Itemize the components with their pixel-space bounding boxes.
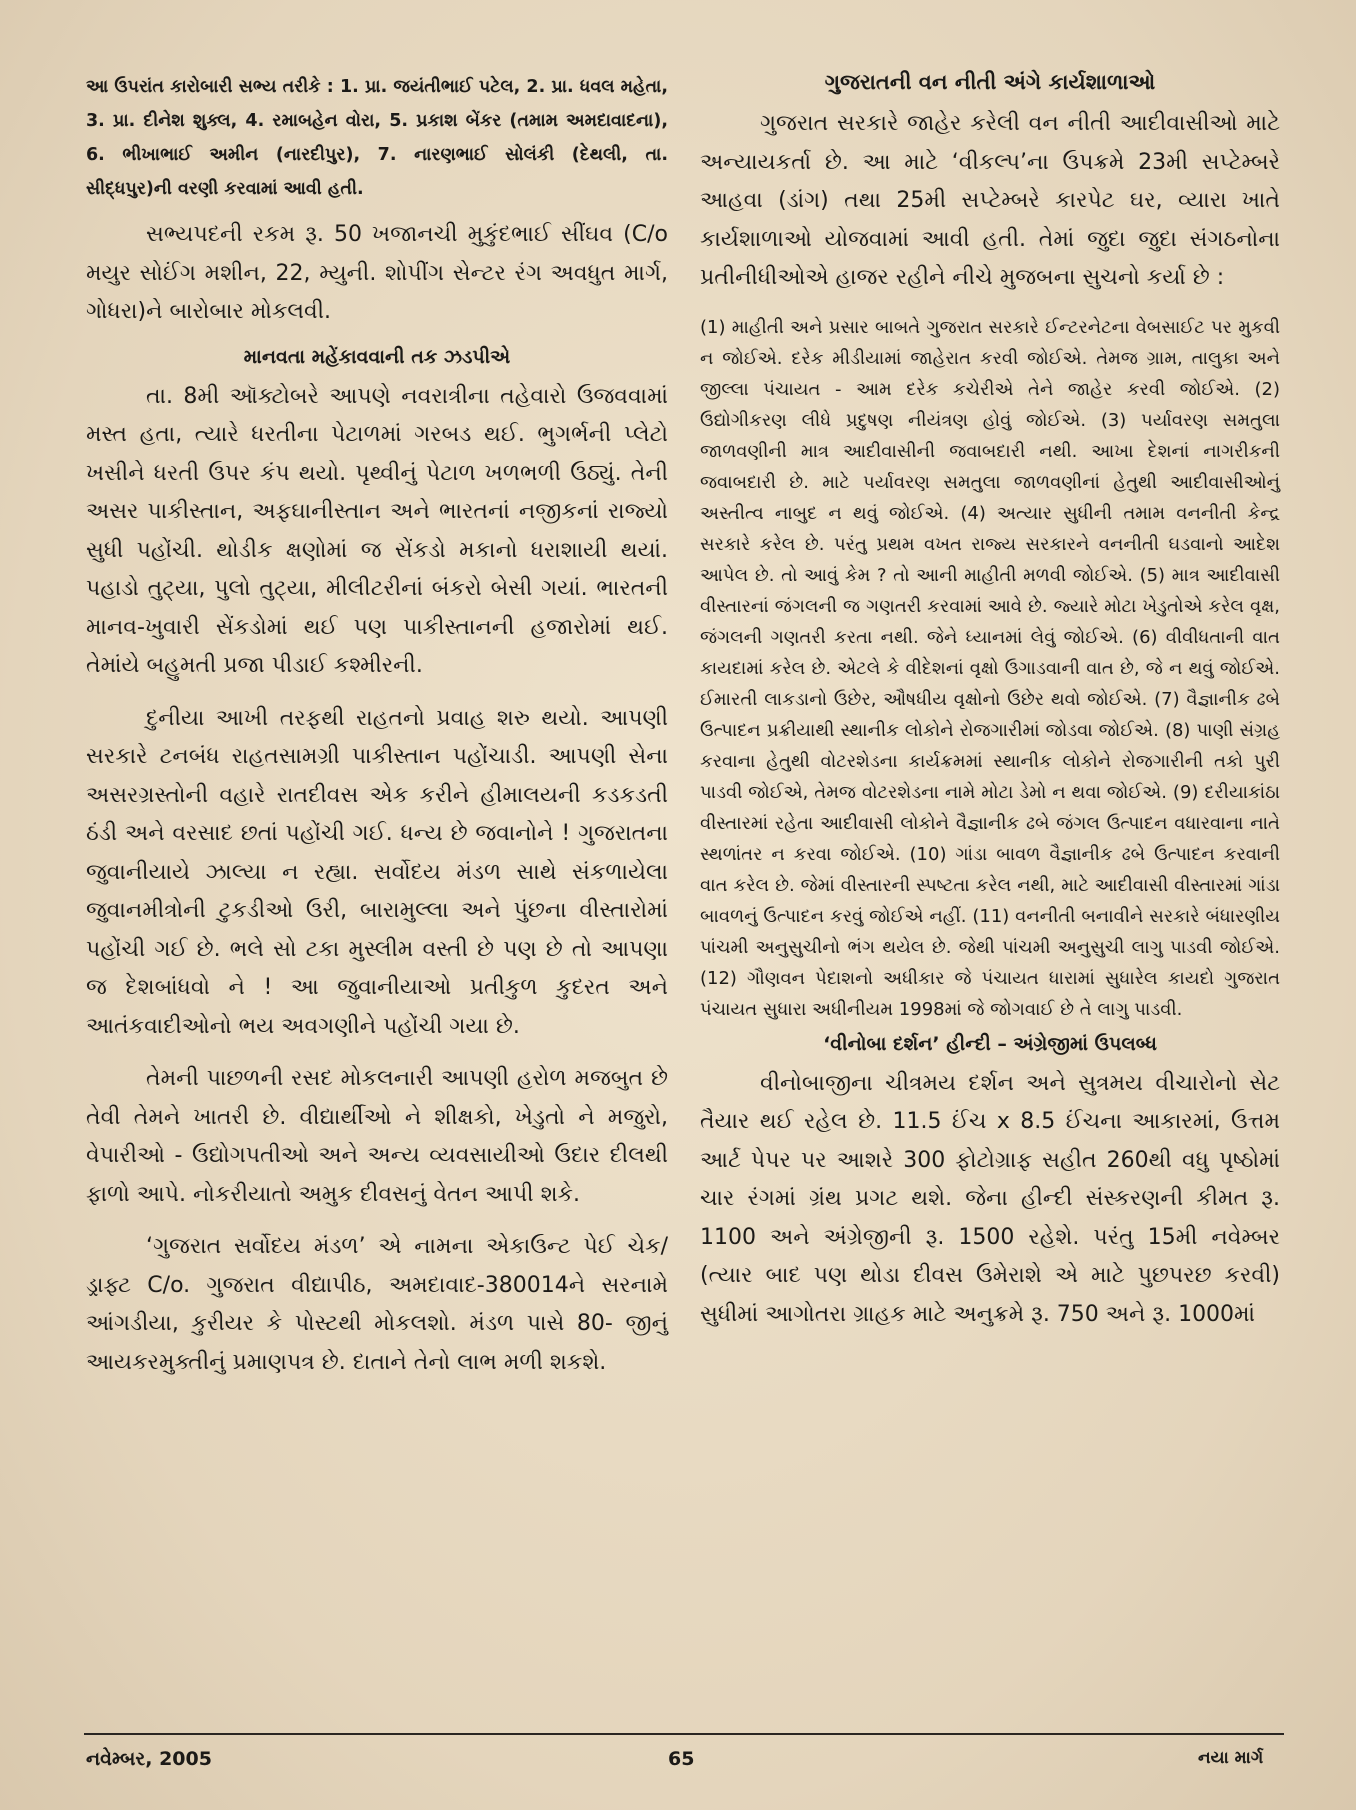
membership-fee-paragraph: સભ્યપદની રકમ રૂ. 50 ખજાનચી મુકુંદભાઈ સીંઘવ (C/o મયુર સોઈંગ મશીન, 22, મ્યુની. શોપીંગ સેન્ટર રંગ અવધુત માર્ગ, ગોધરા)ને બારોબાર મોકલવી.: [86, 222, 668, 324]
cheque-address-paragraph: ‘ગુજરાત સર્વોદય મંડળ’ એ નામના એકાઉન્ટ પેઈ ચેક/ડ્રાફ્ટ C/o. ગુજરાત વીદ્યાપીઠ, અમદાવાદ-380014ને સરનામે આંગડીયા, કુરીયર કે પોસ્ટથી મોકલશો. મંડળ પાસે 80- જીનું આયકરમુક્તીનું પ્રમાણપત્ર છે. દાતાને તેનો લાભ મળી શકશે.: [86, 1234, 668, 1375]
publication-name: નયા માર્ગ: [1198, 1748, 1264, 1768]
forest-policy-intro: ગુજરાત સરકારે જાહેર કરેલી વન નીતી આદીવાસીઓ માટે અન્યાયકર્તા છે. આ માટે ‘વીકલ્પ’ના ઉપક્રમે 23મી સપ્ટેમ્બરે આહવા (ડાંગ) તથા 25મી સપ્ટેમ્બરે કારપેટ ઘર, વ્યારા ખાતે કાર્યશાળાઓ યોજવામાં આવી હતી. તેમાં જુદા જુદા સંગઠનોના પ્રતીનીધીઓએ હાજર રહીને નીચે મુજબના સુચનો કર્યા છે :: [700, 111, 1280, 290]
committee-members-paragraph: આ ઉપરાંત કારોબારી સભ્ય તરીકે : 1. પ્રા. જયંતીભાઈ પટેલ, 2. પ્રા. ધવલ મહેતા, 3. પ્રા. દીનેશ શુક્લ, 4. રમાબહેન વોરા, 5. પ્રકાશ બેંકર (તમામ અમદાવાદના), 6. ભીખાભાઈ અમીન (નારદીપુર), 7. નારણભાઈ સોલંકી (દેથલી, તા. સીદ્ધપુર)ની વરણી કરવામાં આવી હતી.: [86, 77, 668, 199]
footer-divider: [84, 1733, 1284, 1735]
section-heading-vinoba-darshan: ‘વીનોબા દર્શન’ હીન્દી – અંગ્રેજીમાં ઉપલબ્ધ: [823, 1032, 1157, 1055]
right-column: [700, 70, 1280, 1348]
footer-issue-date: નવેમ્બર, 2005: [86, 1748, 212, 1770]
vinoba-darshan-paragraph: વીનોબાજીના ચીત્રમય દર્શન અને સુત્રમય વીચારોનો સેટ તૈયાર થઈ રહેલ છે. 11.5 ઈંચ x 8.5 ઈંચના આકારમાં, ઉત્તમ આર્ટ પેપર પર આશરે 300 ફોટોગ્રાફ સહીત 260થી વધુ પૃષ્ઠોમાં ચાર રંગમાં ગ્રંથ પ્રગટ થશે. જેના હીન્દી સંસ્કરણની કીમત રૂ. 1100 અને અંગ્રેજીની રૂ. 1500 રહેશે. પરંતુ 15મી નવેમ્બર (ત્યાર બાદ પણ થોડા દીવસ ઉમેરાશે એ માટે પુછપરછ કરવી) સુધીમાં આગોતરા ગ્રાહક માટે અનુક્રમે રૂ. 750 અને રૂ. 1000માં: [700, 1070, 1280, 1327]
section-heading-humanity: માનવતા મહેંકાવવાની તક ઝડપીએ: [243, 345, 511, 368]
donation-appeal-paragraph: તેમની પાછળની રસદ મોકલનારી આપણી હરોળ મજબુત છે તેવી તેમને ખાતરી છે. વીદ્યાર્થીઓ ને શીક્ષકો, ખેડુતો ને મજુરો, વેપારીઓ - ઉદ્યોગપતીઓ અને અન્ય વ્યવસાયીઓ ઉદાર દીલથી ફાળો આપે. નોકરીયાતો અમુક દીવસનું વેતન આપી શકે.: [86, 1066, 668, 1207]
forest-policy-suggestions: (1) માહીતી અને પ્રસાર બાબતે ગુજરાત સરકારે ઈન્ટરનેટના વેબસાઈટ પર મુકવી ન જોઈએ. દરેક મીડીયામાં જાહેરાત કરવી જોઈએ. તેમજ ગ્રામ, તાલુકા અને જીલ્લા પંચાયત - આમ દરેક કચેરીએ તેને જાહેર કરવી જોઈએ. (2) ઉદ્યોગીકરણ લીધે પ્રદુષણ નીયંત્રણ હોવું જોઈએ. (3) પર્યાવરણ સમતુલા જાળવણીની માત્ર આદીવાસીની જવાબદારી નથી. આખા દેશનાં નાગરીકની જવાબદારી છે. માટે પર્યાવરણ સમતુલા જાળવણીનાં હેતુથી આદીવાસીઓનું અસ્તીત્વ નાબુદ ન થવું જોઈએ. (4) અત્યાર સુધીની તમામ વનનીતી કેન્દ્ર સરકારે કરેલ છે. પરંતુ પ્રથમ વખત રાજ્ય સરકારને વનનીતી ઘડવાનો આદેશ આપેલ છે. તો આવું કેમ ? તો આની માહીતી મળવી જોઈએ. (5) માત્ર આદીવાસી વીસ્તારનાં જંગલની જ ગણતરી કરવામાં આવે છે. જ્યારે મોટા ખેડુતોએ કરેલ વૃક્ષ, જંગલની ગણતરી કરતા નથી. જેને ધ્યાનમાં લેવું જોઈએ. (6) વીવીધતાની વાત કાયદામાં કરેલ છે. એટલે કે વીદેશનાં વૃક્ષો ઉગાડવાની વાત છે, જે ન થવું જોઈએ. ઈમારતી લાકડાનો ઉછેર, ઔષધીય વૃક્ષોનો ઉછેર થવો જોઈએ. (7) વૈજ્ઞાનીક ઢબે ઉત્પાદન પ્રક્રીયાથી સ્થાનીક લોકોને રોજગારીમાં જોડવા જોઈએ. (8) પાણી સંગ્રહ કરવાના હેતુથી વોટરશેડના કાર્યક્રમમાં સ્થાનીક લોકોને રોજગારીની તકો પુરી પાડવી જોઈએ, તેમજ વોટરશેડના નામે મોટા ડેમો ન થવા જોઈએ. (9) દરીયાકાંઠા વીસ્તારમાં રહેતા આદીવાસી લોકોને વૈજ્ઞાનીક ઢબે જંગલ ઉત્પાદન વધારવાના નાતે સ્થળાંતર ન કરવા જોઈએ. (10) ગાંડા બાવળ વૈજ્ઞાનીક ઢબે ઉત્પાદન કરવાની વાત કરેલ છે. જેમાં વીસ્તારની સ્પષ્ટતા કરેલ નથી, માટે આદીવાસી વીસ્તારમાં ગાંડા બાવળનું ઉત્પાદન કરવું જોઈએ નહીં. (11) વનનીતી બનાવીને સરકારે બંધારણીય પાંચમી અનુસુચીનો ભંગ થયેલ છે. જેથી પાંચમી અનુસુચી લાગુ પાડવી જોઈએ. (12) ગૌણવન પેદાશનો અધીકાર જે પંચાયત ધારામાં સુધારેલ કાયદો ગુજરાત પંચાયત સુધારા અધીનીયમ 1998માં જે જોગવાઈ છે તે લાગુ પાડવી.: [700, 316, 1280, 1020]
left-column: [86, 70, 668, 1396]
section-heading-forest-policy: ગુજરાતની વન નીતી અંગે કાર્યશાળાઓ: [824, 70, 1156, 94]
earthquake-paragraph: તા. 8મી ઑક્ટોબરે આપણે નવરાત્રીના તહેવારો ઉજવવામાં મસ્ત હતા, ત્યારે ધરતીના પેટાળમાં ગરબડ થઈ. ભુગર્ભની પ્લેટો ખસીને ધરતી ઉપર કંપ થયો. પૃથ્વીનું પેટાળ ખળભળી ઉઠ્યું. તેની અસર પાકીસ્તાન, અફઘાનીસ્તાન અને ભારતનાં નજીકનાં રાજ્યો સુધી પહોંચી. થોડીક ક્ષણોમાં જ સેંકડો મકાનો ધરાશાયી થયાં. પહાડો તુટ્યા, પુલો તુટ્યા, મીલીટરીનાં બંકરો બેસી ગયાં. ભારતની માનવ-ખુવારી સેંકડોમાં થઈ પણ પાકીસ્તાનની હજારોમાં થઈ. તેમાંયે બહુમતી પ્રજા પીડાઈ કશ્મીરની.: [86, 383, 668, 678]
relief-paragraph: દુનીયા આખી તરફથી રાહતનો પ્રવાહ શરુ થયો. આપણી સરકારે ટનબંધ રાહતસામગ્રી પાકીસ્તાન પહોંચાડી. આપણી સેના અસરગ્રસ્તોની વહારે રાતદીવસ એક કરીને હીમાલયની કડકડતી ઠંડી અને વરસાદ છતાં પહોંચી ગઈ. ધન્ય છે જવાનોને ! ગુજરાતના જુવાનીયાયે ઝાલ્યા ન રહ્યા. સર્વોદય મંડળ સાથે સંકળાયેલા જુવાનમીત્રોની ટુકડીઓ ઉરી, બારામુલ્લા અને પુંછના વીસ્તારોમાં પહોંચી ગઈ છે. ભલે સો ટકા મુસ્લીમ વસ્તી છે પણ છે તો આપણા જ દેશબાંધવો ને ! આ જુવાનીયાઓ પ્રતીકુળ કુદરત અને આતંકવાદીઓનો ભય અવગણીને પહોંચી ગયા છે.: [86, 705, 668, 1039]
page-number: 65: [668, 1748, 695, 1770]
